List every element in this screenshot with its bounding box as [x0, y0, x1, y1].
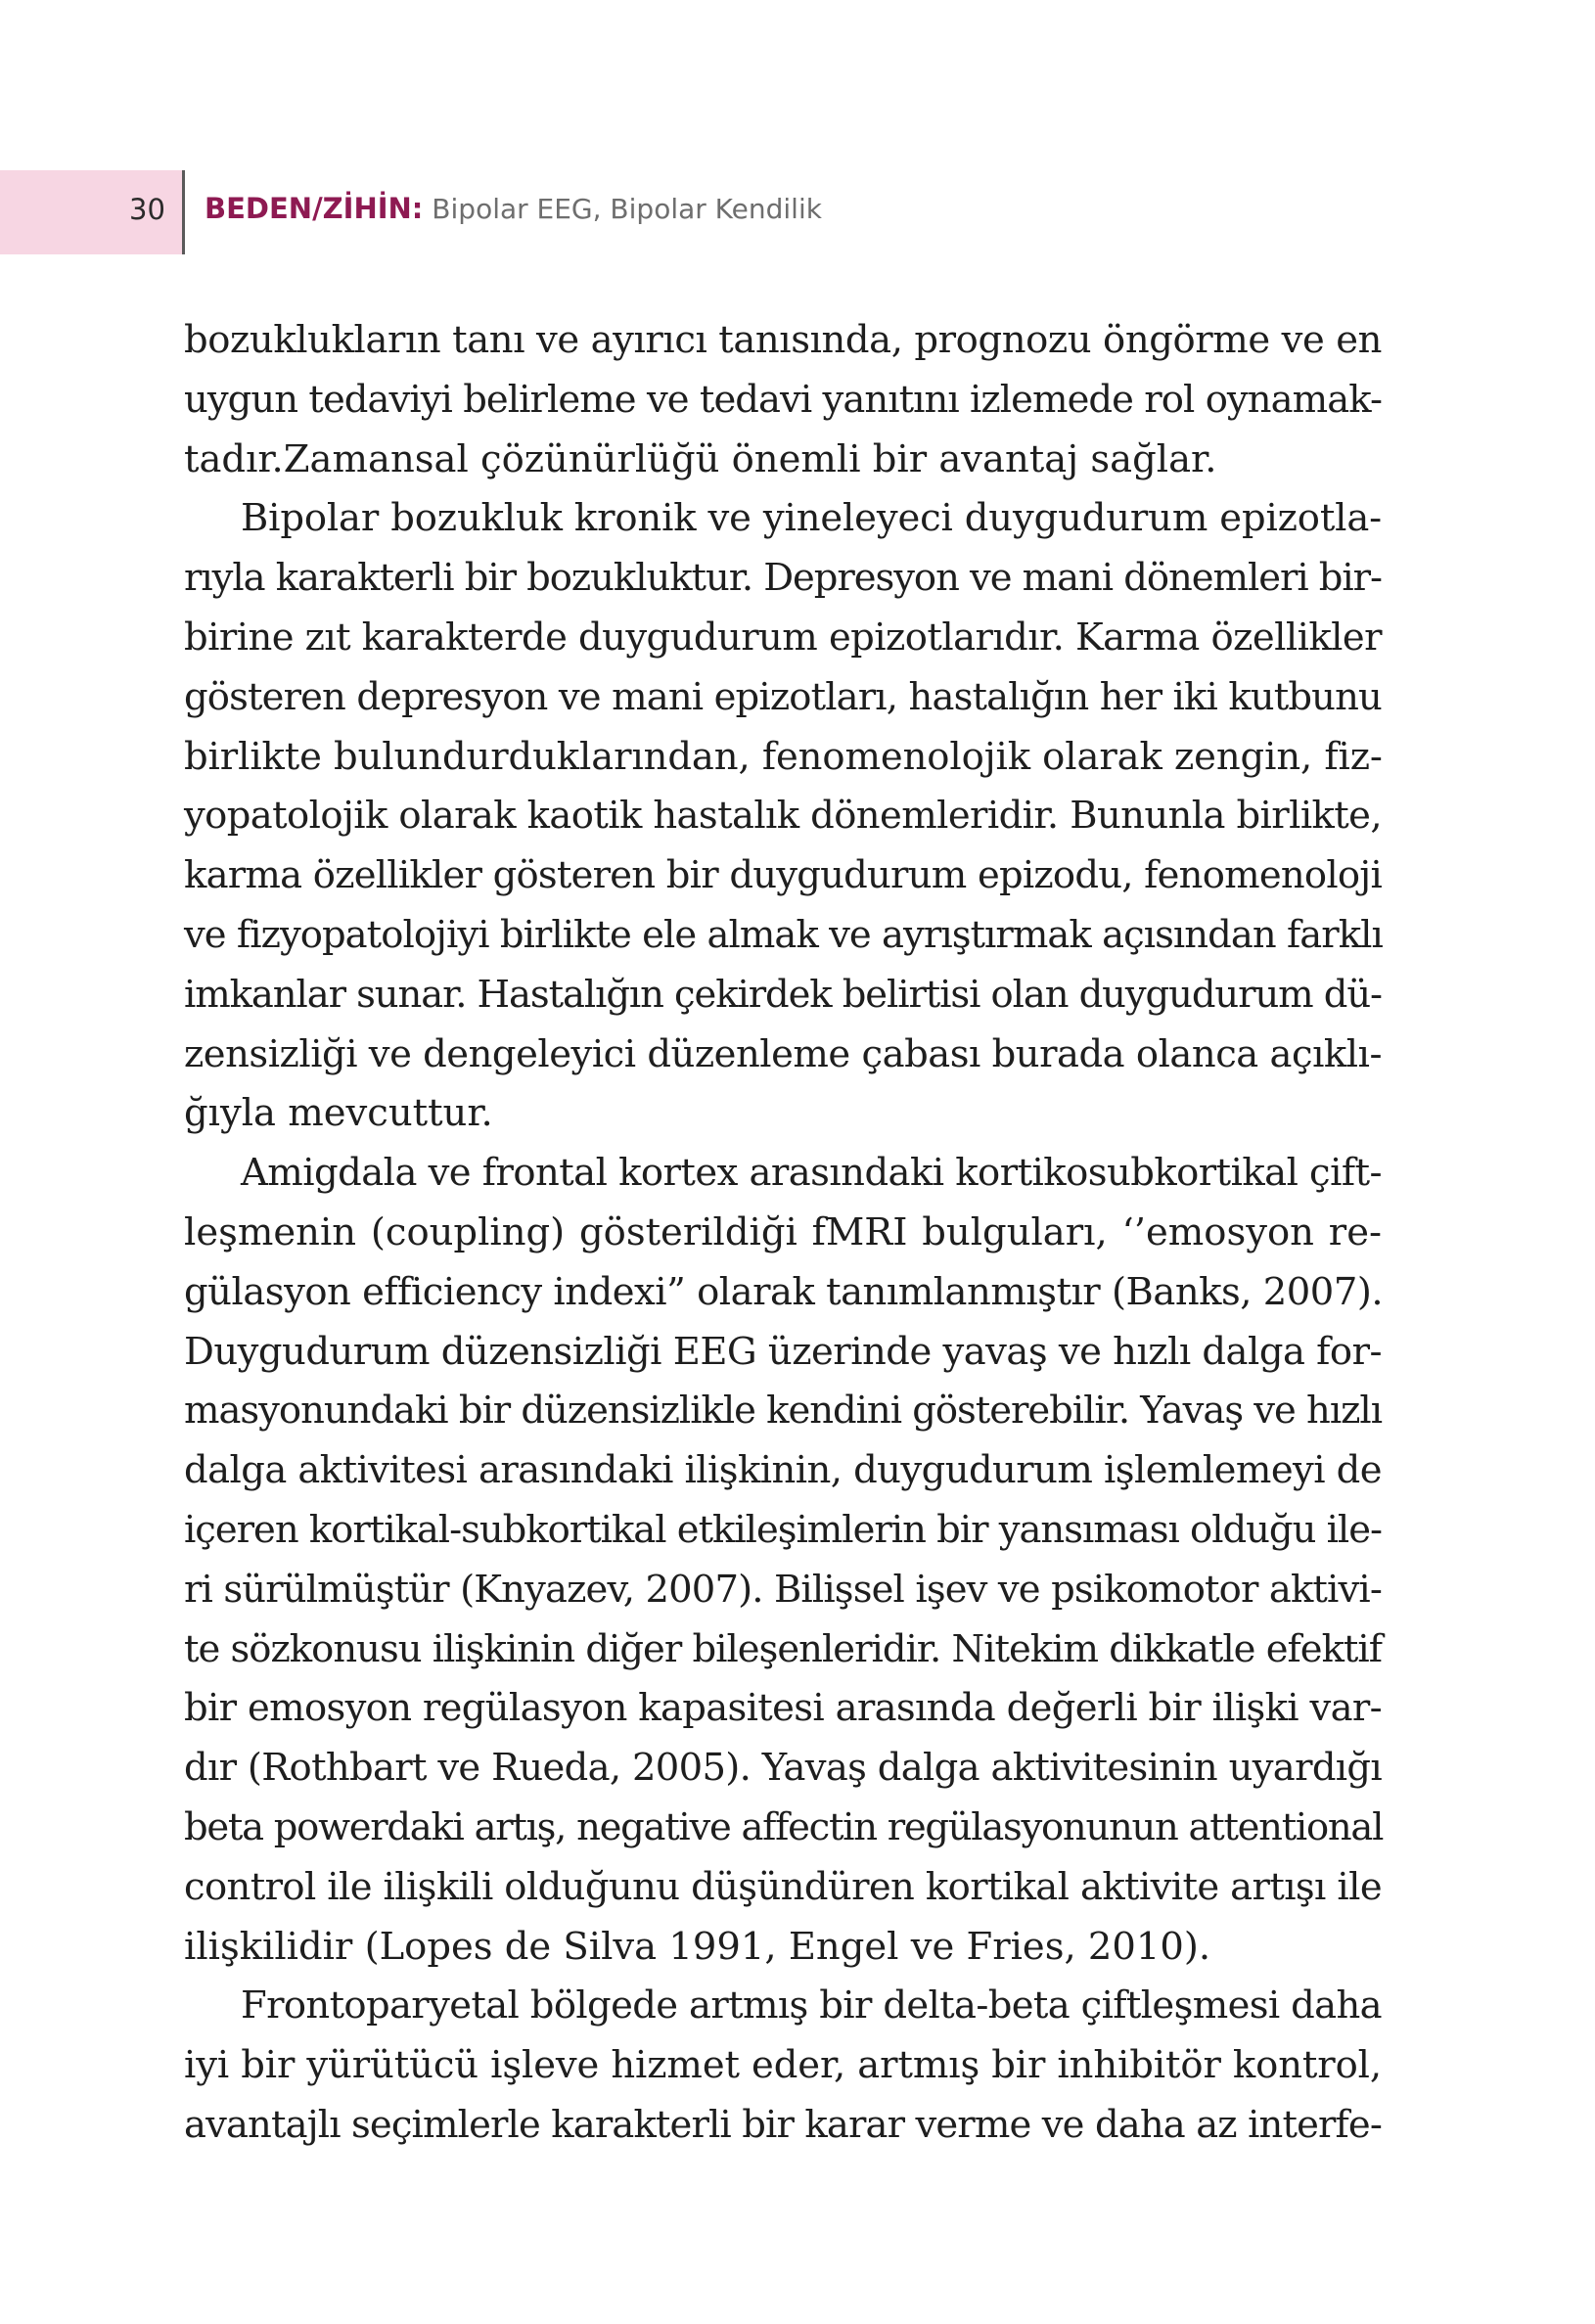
text-line: Frontoparyetal bölgede artmış bir delta-beta çiftleşmesi daha — [241, 1983, 1382, 2028]
header-divider — [182, 170, 185, 254]
paragraph — [184, 1144, 1382, 1977]
text-line: uygun tedaviyi belirleme ve tedavi yanıtını izlemede rol oynamak- — [184, 377, 1383, 422]
text-line: zensizliği ve dengeleyici düzenleme çabası burada olanca açıklı- — [184, 1031, 1382, 1076]
text-line: Amigdala ve frontal kortex arasındaki kortikosubkortikal çift- — [241, 1151, 1382, 1196]
text-line: yopatolojik olarak kaotik hastalık dönemleridir. Bununla birlikte, — [184, 794, 1382, 839]
book-title: BEDEN/ZİHİN: — [205, 192, 424, 225]
text-line: bir emosyon regülasyon kapasitesi arasında değerli bir ilişki var- — [184, 1686, 1382, 1731]
body-text — [184, 311, 1382, 2156]
text-line: gösteren depresyon ve mani epizotları, hastalığın her iki kutbunu — [184, 674, 1382, 719]
text-line: dır (Rothbart ve Rueda, 2005). Yavaş dalga aktivitesinin uyardığı — [184, 1746, 1383, 1791]
text-line: rıyla karakterli bir bozukluktur. Depresyon ve mani dönemleri bir- — [184, 556, 1383, 601]
text-line: iyi bir yürütücü işleve hizmet eder, artmış bir inhibitör kontrol, — [184, 2043, 1382, 2088]
text-line: ilişkilidir (Lopes de Silva 1991, Engel ve Fries, 2010). — [184, 1924, 1211, 1969]
text-line: birine zıt karakterde duygudurum epizotlarıdır. Karma özellikler — [184, 615, 1382, 660]
text-line: imkanlar sunar. Hastalığın çekirdek belirtisi olan duygudurum dü- — [184, 972, 1382, 1017]
text-line: masyonundaki bir düzensizlikle kendini gösterebilir. Yavaş ve hızlı — [184, 1389, 1382, 1434]
paragraph — [184, 1977, 1382, 2155]
text-line: leşmenin (coupling) gösterildiği fMRI bulguları, ‘’emosyon re- — [184, 1209, 1382, 1254]
paragraph — [184, 311, 1382, 489]
text-line: birlikte bulundurduklarından, fenomenolojik olarak zengin, fiz- — [184, 734, 1383, 779]
chapter-title: Bipolar EEG, Bipolar Kendilik — [423, 193, 822, 225]
text-line: avantajlı seçimlerle karakterli bir karar verme ve daha az interfe- — [184, 2102, 1382, 2147]
page-number: 30 — [129, 193, 165, 226]
text-line: ve fizyopatolojiyi birlikte ele almak ve ayrıştırmak açısından farklı — [184, 912, 1383, 957]
text-line: tadır.Zamansal çözünürlüğü önemli bir avantaj sağlar. — [184, 436, 1217, 481]
text-line: ri sürülmüştür (Knyazev, 2007). Bilişsel işev ve psikomotor aktivi- — [184, 1567, 1382, 1612]
text-line: beta powerdaki artış, negative affectin regülasyonunun attentional — [184, 1804, 1384, 1849]
paragraph — [184, 489, 1382, 1144]
text-line: te sözkonusu ilişkinin diğer bileşenleridir. Nitekim dikkatle efektif — [184, 1626, 1382, 1671]
text-line: Bipolar bozukluk kronik ve yineleyeci duygudurum epizotla- — [241, 496, 1383, 541]
running-head — [205, 192, 822, 225]
text-line: gülasyon efficiency indexi” olarak tanımlanmıştır (Banks, 2007). — [184, 1269, 1384, 1314]
text-line: içeren kortikal-subkortikal etkileşimlerin bir yansıması olduğu ile- — [184, 1507, 1382, 1552]
text-line: karma özellikler gösteren bir duygudurum epizodu, fenomenoloji — [184, 853, 1382, 898]
text-line: Duygudurum düzensizliği EEG üzerinde yavaş ve hızlı dalga for- — [184, 1329, 1382, 1374]
text-line: bozuklukların tanı ve ayırıcı tanısında, prognozu öngörme ve en — [184, 318, 1382, 362]
text-line: dalga aktivitesi arasındaki ilişkinin, duygudurum işlemlemeyi de — [184, 1448, 1382, 1493]
text-line: control ile ilişkili olduğunu düşündüren kortikal aktivite artışı ile — [184, 1864, 1382, 1909]
text-line: ğıyla mevcuttur. — [184, 1091, 493, 1136]
